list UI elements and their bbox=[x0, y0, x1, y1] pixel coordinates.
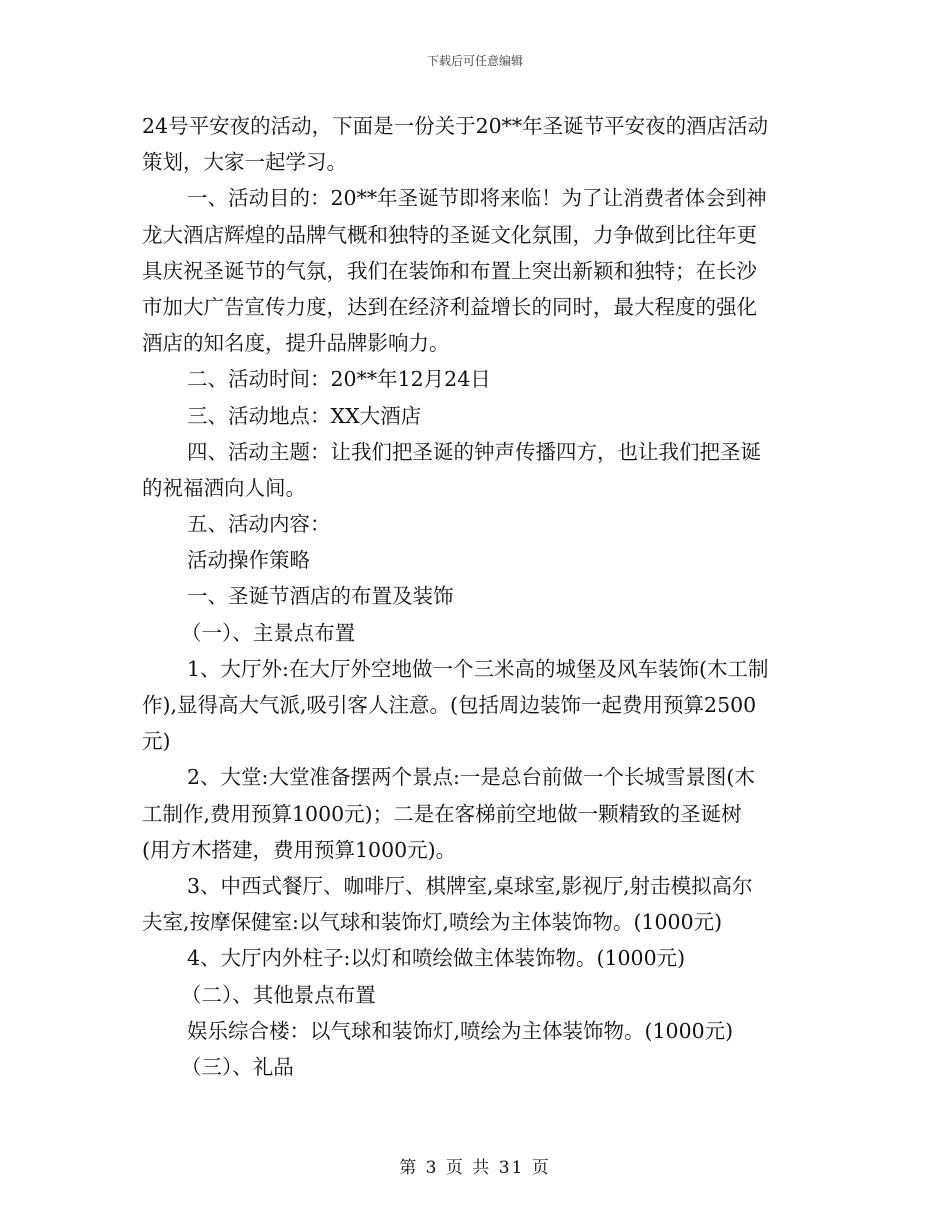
text-line: 一、活动目的：20**年圣诞节即将来临！为了让消费者体会到神 bbox=[187, 186, 767, 211]
text-line: 作),显得高大气派,吸引客人注意。(包括周边装饰一起费用预算2500 bbox=[142, 693, 757, 717]
text-line: 工制作,费用预算1000元)；二是在客梯前空地做一颗精致的圣诞树 bbox=[142, 801, 742, 826]
text-line: （二）、其他景点布置 bbox=[181, 982, 376, 1007]
text-line: 四、活动主题：让我们把圣诞的钟声传播四方，也让我们把圣诞 bbox=[187, 439, 761, 464]
text-line: 夫室,按摩保健室:以气球和装饰灯,喷绘为主体装饰物。(1000元) bbox=[142, 910, 723, 935]
text-line: 三、活动地点：XX大酒店 bbox=[187, 403, 422, 428]
text-line: 的祝福洒向人间。 bbox=[142, 475, 306, 500]
text-line: 龙大酒店辉煌的品牌气概和独特的圣诞文化氛围，力争做到比往年更 bbox=[142, 222, 757, 247]
text-line: 二、活动时间：20**年12月24日 bbox=[187, 367, 491, 392]
text-line: 1、大厅外:在大厅外空地做一个三米高的城堡及风车装饰(木工制 bbox=[187, 656, 769, 681]
text-line: 元) bbox=[142, 729, 171, 754]
text-line: 2、大堂:大堂准备摆两个景点:一是总台前做一个长城雪景图(木 bbox=[187, 765, 755, 790]
text-line: 五、活动内容： bbox=[187, 512, 331, 537]
text-line: 一、圣诞节酒店的布置及装饰 bbox=[187, 584, 454, 609]
page-header: 下载后可任意编辑 bbox=[426, 54, 523, 68]
text-line: 娱乐综合楼：以气球和装饰灯,喷绘为主体装饰物。(1000元) bbox=[187, 1018, 734, 1043]
text-line: 4、大厅内外柱子:以灯和喷绘做主体装饰物。(1000元) bbox=[187, 946, 686, 971]
text-line: 具庆祝圣诞节的气氛，我们在装饰和布置上突出新颖和独特；在长沙 bbox=[142, 258, 757, 283]
document-body bbox=[142, 108, 832, 1085]
text-line: 3、中西式餐厅、咖啡厅、棋牌室,桌球室,影视厅,射击模拟高尔 bbox=[187, 873, 753, 898]
page-number: 第 3 页 共 31 页 bbox=[399, 1158, 551, 1178]
text-line: 市加大广告宣传力度，达到在经济利益增长的同时，最大程度的强化 bbox=[142, 294, 757, 319]
text-line: (用方木搭建，费用预算1000元)。 bbox=[142, 837, 457, 862]
text-line: （三）、礼品 bbox=[181, 1054, 294, 1079]
text-line: 活动操作策略 bbox=[187, 548, 310, 573]
text-line: 24号平安夜的活动，下面是一份关于20**年圣诞节平安夜的酒店活动 bbox=[142, 114, 769, 138]
text-line: 策划，大家一起学习。 bbox=[142, 150, 347, 175]
text-line: （一）、主景点布置 bbox=[181, 620, 356, 645]
text-line: 酒店的知名度，提升品牌影响力。 bbox=[142, 331, 450, 356]
